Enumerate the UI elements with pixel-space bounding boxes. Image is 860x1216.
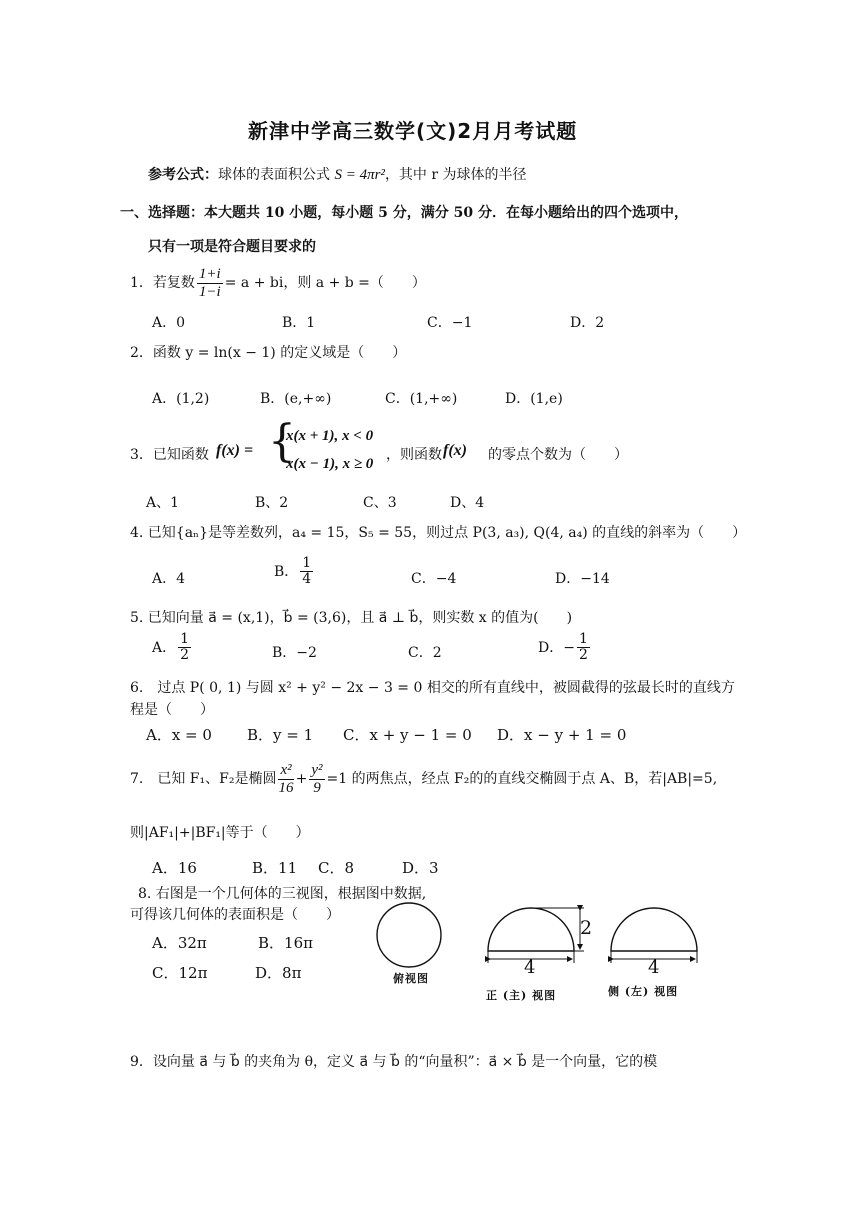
question-9: 9．设向量 a⃗ 与 b⃗ 的夹角为 θ，定义 a⃗ 与 b⃗ 的“向量积”：a⃗ × b⃗ 是一个向量，它的模 (130, 1054, 658, 1070)
q3-option-b: B、2 (255, 495, 289, 511)
side-view-width-label: 4 (648, 957, 660, 978)
q3-case-2: x(x − 1), x ≥ 0 (286, 456, 374, 472)
question-4: 4. 已知{aₙ}是等差数列，a₄ = 15，S₅ = 55，则过点 P(3, a₃), Q(4, a₄) 的直线的斜率为（ ） (130, 525, 747, 541)
front-view-width-label: 4 (524, 957, 536, 978)
question-8: 8. 右图是一个几何体的三视图，根据图中数据, (138, 886, 427, 902)
q4-option-d: D．−14 (555, 571, 610, 587)
q1-option-c: C．−1 (427, 315, 473, 331)
q5-option-d (538, 632, 592, 664)
q3-option-d: D、4 (450, 495, 485, 511)
front-view-height-label: 2 (580, 917, 593, 939)
side-view-label: 侧 (左) 视图 (608, 985, 679, 998)
q3-option-c: C、3 (363, 495, 397, 511)
section-heading: 一、选择题：本大题共 10 小题，每小题 5 分，满分 50 分．在每小题给出的四个选项中， (120, 205, 688, 221)
q6-option-b: B．y = 1 (247, 726, 314, 744)
q7-fraction-x (278, 762, 293, 796)
q5-option-d-fraction (577, 632, 590, 664)
q6-option-a: A．x = 0 (146, 726, 212, 744)
q8-option-b: B．16π (258, 934, 313, 952)
q3-stem-mid: ，则函数 (386, 447, 442, 463)
q5-option-a-fraction (178, 632, 191, 664)
top-view-label: 俯视图 (393, 972, 429, 985)
q2-option-a: A．(1,2) (152, 391, 210, 407)
q8-option-d: D．8π (255, 964, 302, 982)
q5-option-a-label: A． (152, 639, 177, 656)
q4-option-b-fraction (300, 556, 313, 588)
q7-stem: 7. 已知 F₁、F₂是椭圆 (130, 771, 277, 787)
front-view-semicircle (488, 908, 574, 951)
q3-case-1: x(x + 1), x < 0 (286, 428, 374, 444)
q3-brace: { (268, 416, 296, 467)
q3-function: f(x) = (216, 442, 254, 459)
reference-formula (148, 164, 527, 184)
q7-fy-den: 9 (313, 779, 321, 796)
q2-option-c: C．(1,+∞) (385, 391, 458, 407)
q7-option-b: B．11 (252, 859, 298, 877)
formula-prefix: 参考公式： (148, 167, 218, 183)
q7-fx-den: 16 (278, 779, 294, 796)
q5-option-b: B．−2 (272, 645, 317, 661)
q7-option-d: D．3 (402, 859, 439, 877)
q5-d-num: 1 (578, 631, 588, 647)
q7-option-c: C．8 (318, 859, 355, 877)
side-view-semicircle (611, 908, 697, 951)
question-2: 2．函数 y = ln(x − 1) 的定义域是（ ） (130, 345, 407, 361)
q1-option-b: B．1 (282, 315, 316, 331)
q5-a-den: 2 (180, 647, 190, 664)
q7-plus: + (295, 771, 308, 787)
q5-d-den: 2 (578, 647, 588, 664)
front-view-label: 正 (主) 视图 (486, 989, 557, 1002)
formula-expression: S = 4πr² (334, 167, 385, 183)
q8-option-a: A．32π (152, 934, 207, 952)
q1-frac-den: 1−i (198, 283, 221, 300)
q5-option-c: C．2 (408, 645, 442, 661)
top-view-circle (377, 903, 441, 967)
question-6-cont: 程是（ ） (130, 702, 214, 718)
question-7-cont: 则|AF₁|+|BF₁|等于（ ） (130, 825, 310, 841)
q4-b-den: 4 (302, 571, 312, 588)
q1-stem-end: = a + bi，则 a + b =（ ） (224, 275, 426, 291)
question-6: 6. 过点 P( 0, 1) 与圆 x² + y² − 2x − 3 = 0 相交的所有直线中，被圆截得的弦最长时的直线方 (130, 680, 735, 696)
q3-stem: 3．已知函数 (130, 447, 209, 463)
q7-option-a: A．16 (152, 859, 197, 877)
q2-option-b: B．(e,+∞) (260, 391, 332, 407)
q3-function-2: f(x) (443, 442, 467, 459)
page-title: 新津中学高三数学(文)2月月考试题 (248, 119, 578, 143)
q7-fraction-y (309, 762, 324, 796)
q3-stem-end: 的零点个数为（ ） (488, 447, 628, 463)
q1-stem: 1．若复数 (130, 275, 195, 291)
q3-option-a: A、1 (146, 495, 180, 511)
formula-suffix: ，其中 r 为球体的半径 (384, 167, 527, 183)
q1-frac-num: 1+i (198, 266, 221, 282)
q4-b-num: 1 (302, 555, 312, 571)
q4-option-b (274, 556, 315, 588)
q2-option-d: D．(1,e) (505, 391, 563, 407)
question-8-cont: 可得该几何体的表面积是（ ） (130, 907, 340, 923)
q5-option-d-label: D．− (538, 639, 575, 656)
q6-option-d: D．x − y + 1 = 0 (497, 726, 627, 744)
q4-option-b-label: B． (274, 563, 299, 580)
q7-fy-num: y² (311, 762, 323, 778)
question-7 (130, 762, 717, 796)
q7-stem-end: =1 的两焦点，经点 F₂的的直线交椭圆于点 A、B，若|AB|=5, (326, 771, 718, 787)
q5-a-num: 1 (180, 631, 190, 647)
q5-option-a (152, 632, 193, 664)
q1-option-a: A．0 (152, 315, 186, 331)
q1-option-d: D．2 (570, 315, 605, 331)
formula-text: 球体的表面积公式 (218, 167, 330, 183)
q8-option-c: C．12π (152, 964, 208, 982)
section-heading-cont: 只有一项是符合题目要求的 (148, 239, 316, 255)
q4-option-a: A．4 (152, 571, 186, 587)
question-1 (130, 266, 426, 300)
q7-fx-num: x² (280, 762, 292, 778)
q1-fraction (197, 266, 223, 300)
q6-option-c: C．x + y − 1 = 0 (343, 726, 472, 744)
q4-option-c: C．−4 (411, 571, 457, 587)
question-5: 5. 已知向量 a⃗ = (x,1)，b⃗ = (3,6)，且 a⃗ ⊥ b⃗，则实数 x 的值为( ) (130, 610, 573, 626)
